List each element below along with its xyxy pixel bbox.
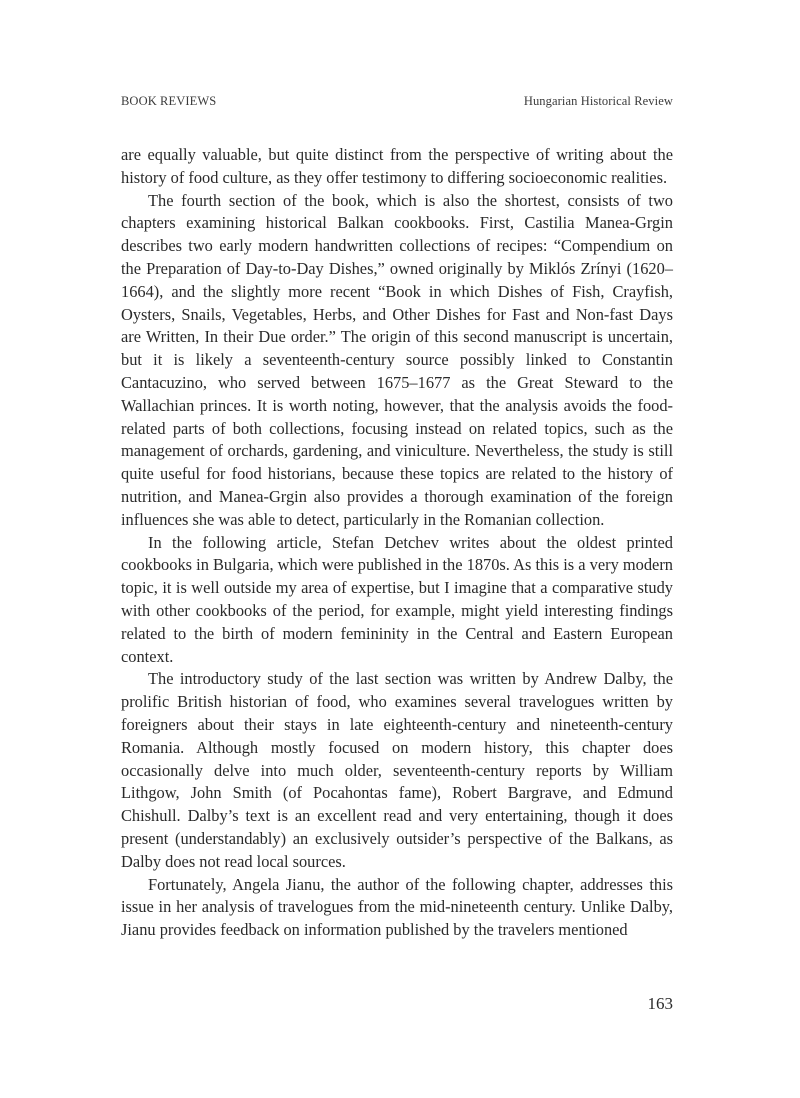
page-number: 163 <box>647 994 673 1013</box>
paragraph: Fortunately, Angela Jianu, the author of the following chapter, addresses this issue in her analysis of travelogues from the mid-nineteenth century. Unlike Dalby, Jianu provides feedback on information published by the travelers mentioned <box>121 874 673 940</box>
header-journal-title: Hungarian Historical Review <box>523 94 673 108</box>
paragraph-continued: are equally valuable, but quite distinct from the perspective of writing about the history of food culture, as they offer testimony to differing socioeconomic realities. <box>121 145 673 187</box>
header-section-title: BOOK REVIEWS <box>121 94 217 108</box>
paragraph: The fourth section of the book, which is also the shortest, consists of two chapters examining historical Balkan cookbooks. First, Castilia Manea-Grgin describes two early modern handwritten collections of recipes: “Compendium on the Preparation of Day-to-Day Dishes,” owned originally by Miklós Zrínyi (1620–1664), and the slightly more recent “Book in which Dishes of Fish, Crayfish, Oysters, Snails, Vegetables, Herbs, and Other Dishes for Fast and Non-fast Days are Written, In their Due order.” The origin of this second manuscript is uncertain, but it is likely a seventeenth-century source possibly linked to Constantin Cantacuzino, who served between 1675–1677 as the Great Steward to the Wallachian princes. It is worth noting, however, that the analysis avoids the food-related parts of both collections, focusing instead on related topics, such as the management of orchards, gardening, and viniculture. Nevertheless, the study is still quite useful for food historians, because these topics are related to the history of nutrition, and Manea-Grgin also provides a thorough examination of the foreign influences she was able to detect, particularly in the Romanian collection. <box>121 190 673 529</box>
paragraph: The introductory study of the last section was written by Andrew Dalby, the prolific British historian of food, who examines several travelogues written by foreigners about their stays in late eighteenth-century and nineteenth-century Romania. Although mostly focused on modern history, this chapter does occasionally delve into much older, seventeenth-century reports by William Lithgow, John Smith (of Pocahontas fame), Robert Bargrave, and Edmund Chishull. Dalby’s text is an excellent read and very entertaining, though it does present (understandably) an exclusively outsider’s perspective of the Balkans, as Dalby does not read local sources. <box>121 669 673 871</box>
article-body <box>121 144 673 942</box>
paragraph: In the following article, Stefan Detchev writes about the oldest printed cookbooks in Bulgaria, which were published in the 1870s. As this is a very modern topic, it is well outside my area of expertise, but I imagine that a comparative study with other cookbooks of the period, for example, might yield interesting findings related to the birth of modern femininity in the Central and Eastern European context. <box>121 532 673 666</box>
running-header <box>121 94 673 109</box>
